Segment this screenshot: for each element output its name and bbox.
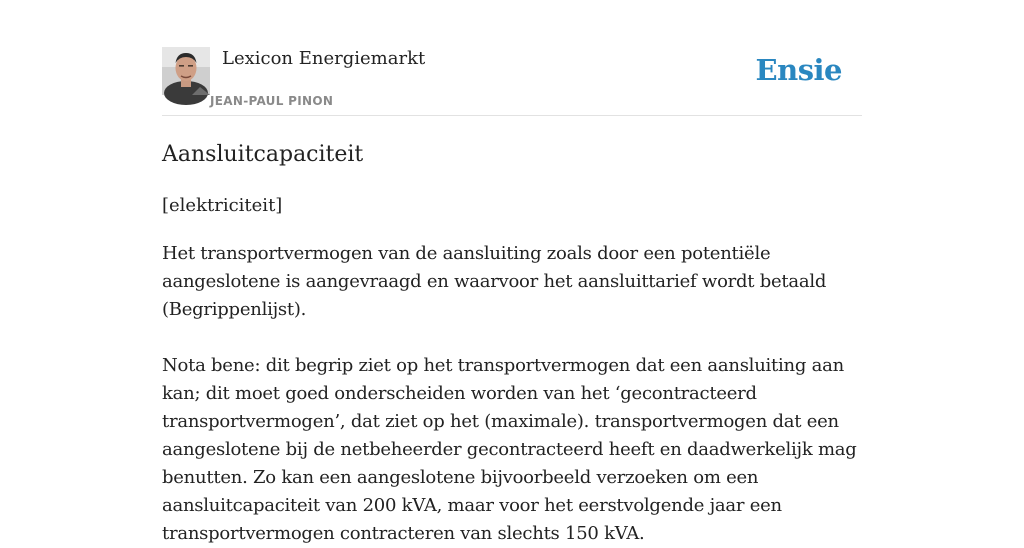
author-avatar[interactable] [162, 47, 210, 95]
term-title: Aansluitcapaciteit [162, 142, 364, 167]
note-paragraph: Nota bene: dit begrip ziet op het transportvermogen dat een aansluiting aan kan; dit moet goed onderscheiden worden van het ‘gecontracteerd transportvermogen’, dat ziet op het (maximale). transportvermogen dat een aangeslotene bij de netbeheerder gecontracteerd heeft en daadwerkelijk mag benutten. Zo kan een aangeslotene bijvoorbeeld verzoeken om een aansluitcapaciteit van 200 kVA, maar voor het eerstvolgende jaar een transportvermogen contracteren van slechts 150 kVA. [162, 355, 857, 544]
lexicon-title-link[interactable]: Lexicon Energiemarkt [222, 48, 426, 69]
article-content [162, 140, 862, 548]
lexicon-header [162, 46, 862, 116]
author-name[interactable]: JEAN-PAUL PINON [210, 94, 334, 108]
definition-paragraph: Het transportvermogen van de aansluiting zoals door een potentiële aangeslotene is aangevraagd en waarvoor het aansluittarief wordt betaald (Begrippenlijst). [162, 243, 827, 320]
ensie-logo[interactable]: Ensie [755, 53, 842, 87]
author-photo-icon [162, 47, 210, 95]
term-category: [elektriciteit] [162, 195, 283, 216]
